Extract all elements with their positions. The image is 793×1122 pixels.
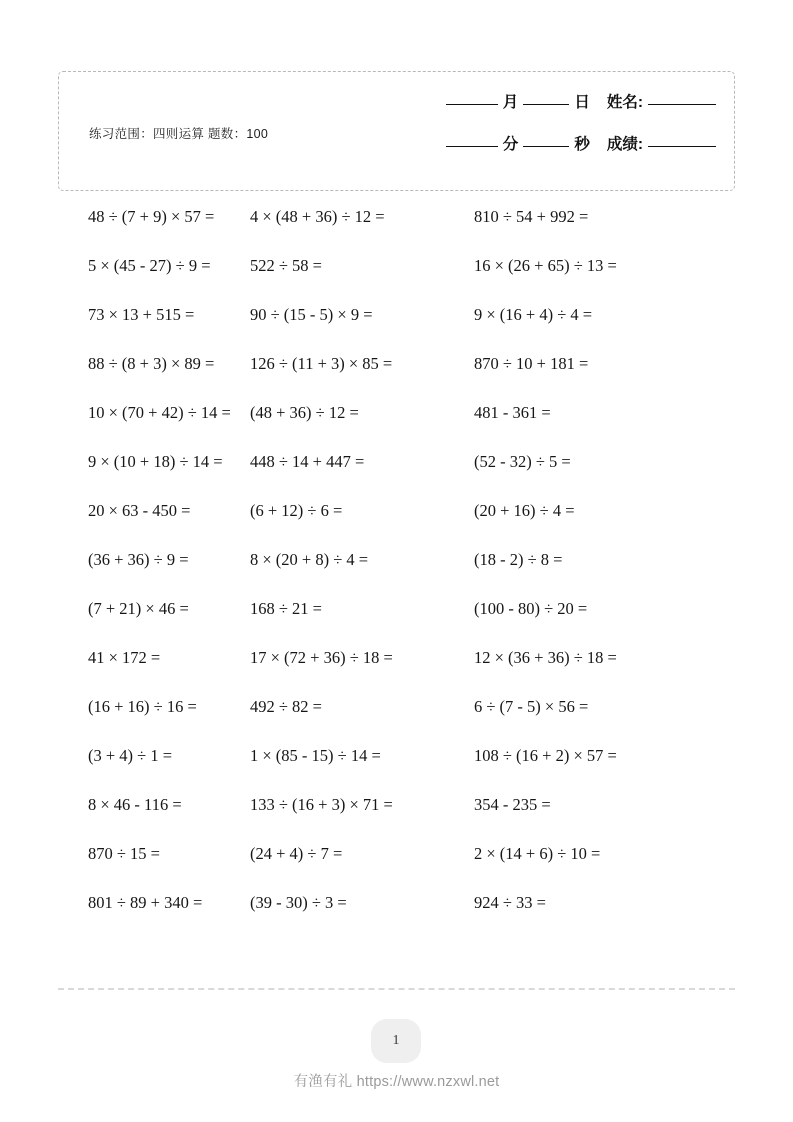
- problem-item[interactable]: 108 ÷ (16 + 2) × 57 =: [474, 746, 617, 765]
- date-row: [404, 90, 719, 132]
- problem-row: [0, 745, 793, 794]
- problem-row: [0, 451, 793, 500]
- watermark: 有渔有礼 https://www.nzxwl.net: [293, 1074, 500, 1090]
- problem-item[interactable]: 492 ÷ 82 =: [250, 697, 322, 716]
- score-blank[interactable]: [648, 146, 716, 147]
- problem-row: [0, 696, 793, 745]
- second-blank[interactable]: [523, 146, 569, 147]
- day-label: 日: [574, 94, 590, 111]
- problem-item[interactable]: 168 ÷ 21 =: [250, 599, 322, 618]
- problem-row: [0, 304, 793, 353]
- problem-item[interactable]: 481 - 361 =: [474, 403, 551, 422]
- problem-item[interactable]: 870 ÷ 15 =: [88, 844, 160, 863]
- problem-item[interactable]: 2 × (14 + 6) ÷ 10 =: [474, 844, 601, 863]
- problem-item[interactable]: 133 ÷ (16 + 3) × 71 =: [250, 795, 393, 814]
- problem-row: [0, 255, 793, 304]
- problem-row: [0, 206, 793, 255]
- problem-item[interactable]: (48 + 36) ÷ 12 =: [250, 403, 359, 422]
- problem-item[interactable]: 448 ÷ 14 + 447 =: [250, 452, 365, 471]
- problem-item[interactable]: 9 × (16 + 4) ÷ 4 =: [474, 305, 593, 324]
- name-blank[interactable]: [648, 104, 716, 105]
- problem-row: [0, 843, 793, 892]
- problem-item[interactable]: 17 × (72 + 36) ÷ 18 =: [250, 648, 393, 667]
- problem-row: [0, 402, 793, 451]
- problem-item[interactable]: 6 ÷ (7 - 5) × 56 =: [474, 697, 589, 716]
- problem-item[interactable]: (3 + 4) ÷ 1 =: [88, 746, 173, 765]
- problem-item[interactable]: (36 + 36) ÷ 9 =: [88, 550, 189, 569]
- problem-item[interactable]: 73 × 13 + 515 =: [88, 305, 195, 324]
- problem-item[interactable]: 4 × (48 + 36) ÷ 12 =: [250, 207, 385, 226]
- problem-item[interactable]: 522 ÷ 58 =: [250, 256, 322, 275]
- problem-item[interactable]: (6 + 12) ÷ 6 =: [250, 501, 343, 520]
- month-blank[interactable]: [446, 104, 498, 105]
- practice-scope-label: 练习范围：四则运算 题数：100: [89, 127, 269, 141]
- problem-item[interactable]: 870 ÷ 10 + 181 =: [474, 354, 589, 373]
- problem-item[interactable]: 5 × (45 - 27) ÷ 9 =: [88, 256, 211, 275]
- score-label: 成绩:: [606, 136, 643, 153]
- page-number-badge: 1: [371, 1019, 421, 1063]
- problem-row: [0, 647, 793, 696]
- problem-item[interactable]: (52 - 32) ÷ 5 =: [474, 452, 571, 471]
- problem-row: [0, 549, 793, 598]
- problem-item[interactable]: 10 × (70 + 42) ÷ 14 =: [88, 403, 231, 422]
- problems-grid: [0, 206, 793, 941]
- problem-item[interactable]: 126 ÷ (11 + 3) × 85 =: [250, 354, 393, 373]
- month-label: 月: [502, 94, 519, 111]
- problem-item[interactable]: (24 + 4) ÷ 7 =: [250, 844, 343, 863]
- problem-row: [0, 353, 793, 402]
- problem-item[interactable]: (20 + 16) ÷ 4 =: [474, 501, 575, 520]
- problem-row: [0, 794, 793, 843]
- header-box: [58, 71, 735, 191]
- problem-item[interactable]: 48 ÷ (7 + 9) × 57 =: [88, 207, 215, 226]
- problem-item[interactable]: 8 × 46 - 116 =: [88, 795, 182, 814]
- problem-item[interactable]: 16 × (26 + 65) ÷ 13 =: [474, 256, 617, 275]
- problem-item[interactable]: 8 × (20 + 8) ÷ 4 =: [250, 550, 369, 569]
- problem-item[interactable]: (16 + 16) ÷ 16 =: [88, 697, 197, 716]
- minute-blank[interactable]: [446, 146, 498, 147]
- problem-item[interactable]: 1 × (85 - 15) ÷ 14 =: [250, 746, 381, 765]
- day-blank[interactable]: [523, 104, 569, 105]
- problem-item[interactable]: 810 ÷ 54 + 992 =: [474, 207, 589, 226]
- problem-item[interactable]: 801 ÷ 89 + 340 =: [88, 893, 203, 912]
- problem-row: [0, 500, 793, 549]
- problem-item[interactable]: 354 - 235 =: [474, 795, 551, 814]
- problem-row: [0, 598, 793, 647]
- problem-item[interactable]: 12 × (36 + 36) ÷ 18 =: [474, 648, 617, 667]
- footer-divider: [58, 988, 735, 990]
- problem-item[interactable]: 20 × 63 - 450 =: [88, 501, 191, 520]
- minute-label: 分: [502, 136, 519, 153]
- problem-item[interactable]: (18 - 2) ÷ 8 =: [474, 550, 563, 569]
- time-row: [404, 132, 719, 174]
- problem-item[interactable]: 41 × 172 =: [88, 648, 161, 667]
- name-label: 姓名:: [606, 94, 643, 111]
- problem-item[interactable]: 924 ÷ 33 =: [474, 893, 546, 912]
- problem-item[interactable]: (7 + 21) × 46 =: [88, 599, 189, 618]
- problem-item[interactable]: (39 - 30) ÷ 3 =: [250, 893, 347, 912]
- problem-item[interactable]: (100 - 80) ÷ 20 =: [474, 599, 588, 618]
- second-label: 秒: [574, 136, 590, 153]
- problem-item[interactable]: 90 ÷ (15 - 5) × 9 =: [250, 305, 373, 324]
- header-fields: [404, 90, 719, 174]
- problem-row: [0, 892, 793, 941]
- problem-item[interactable]: 88 ÷ (8 + 3) × 89 =: [88, 354, 215, 373]
- problem-item[interactable]: 9 × (10 + 18) ÷ 14 =: [88, 452, 223, 471]
